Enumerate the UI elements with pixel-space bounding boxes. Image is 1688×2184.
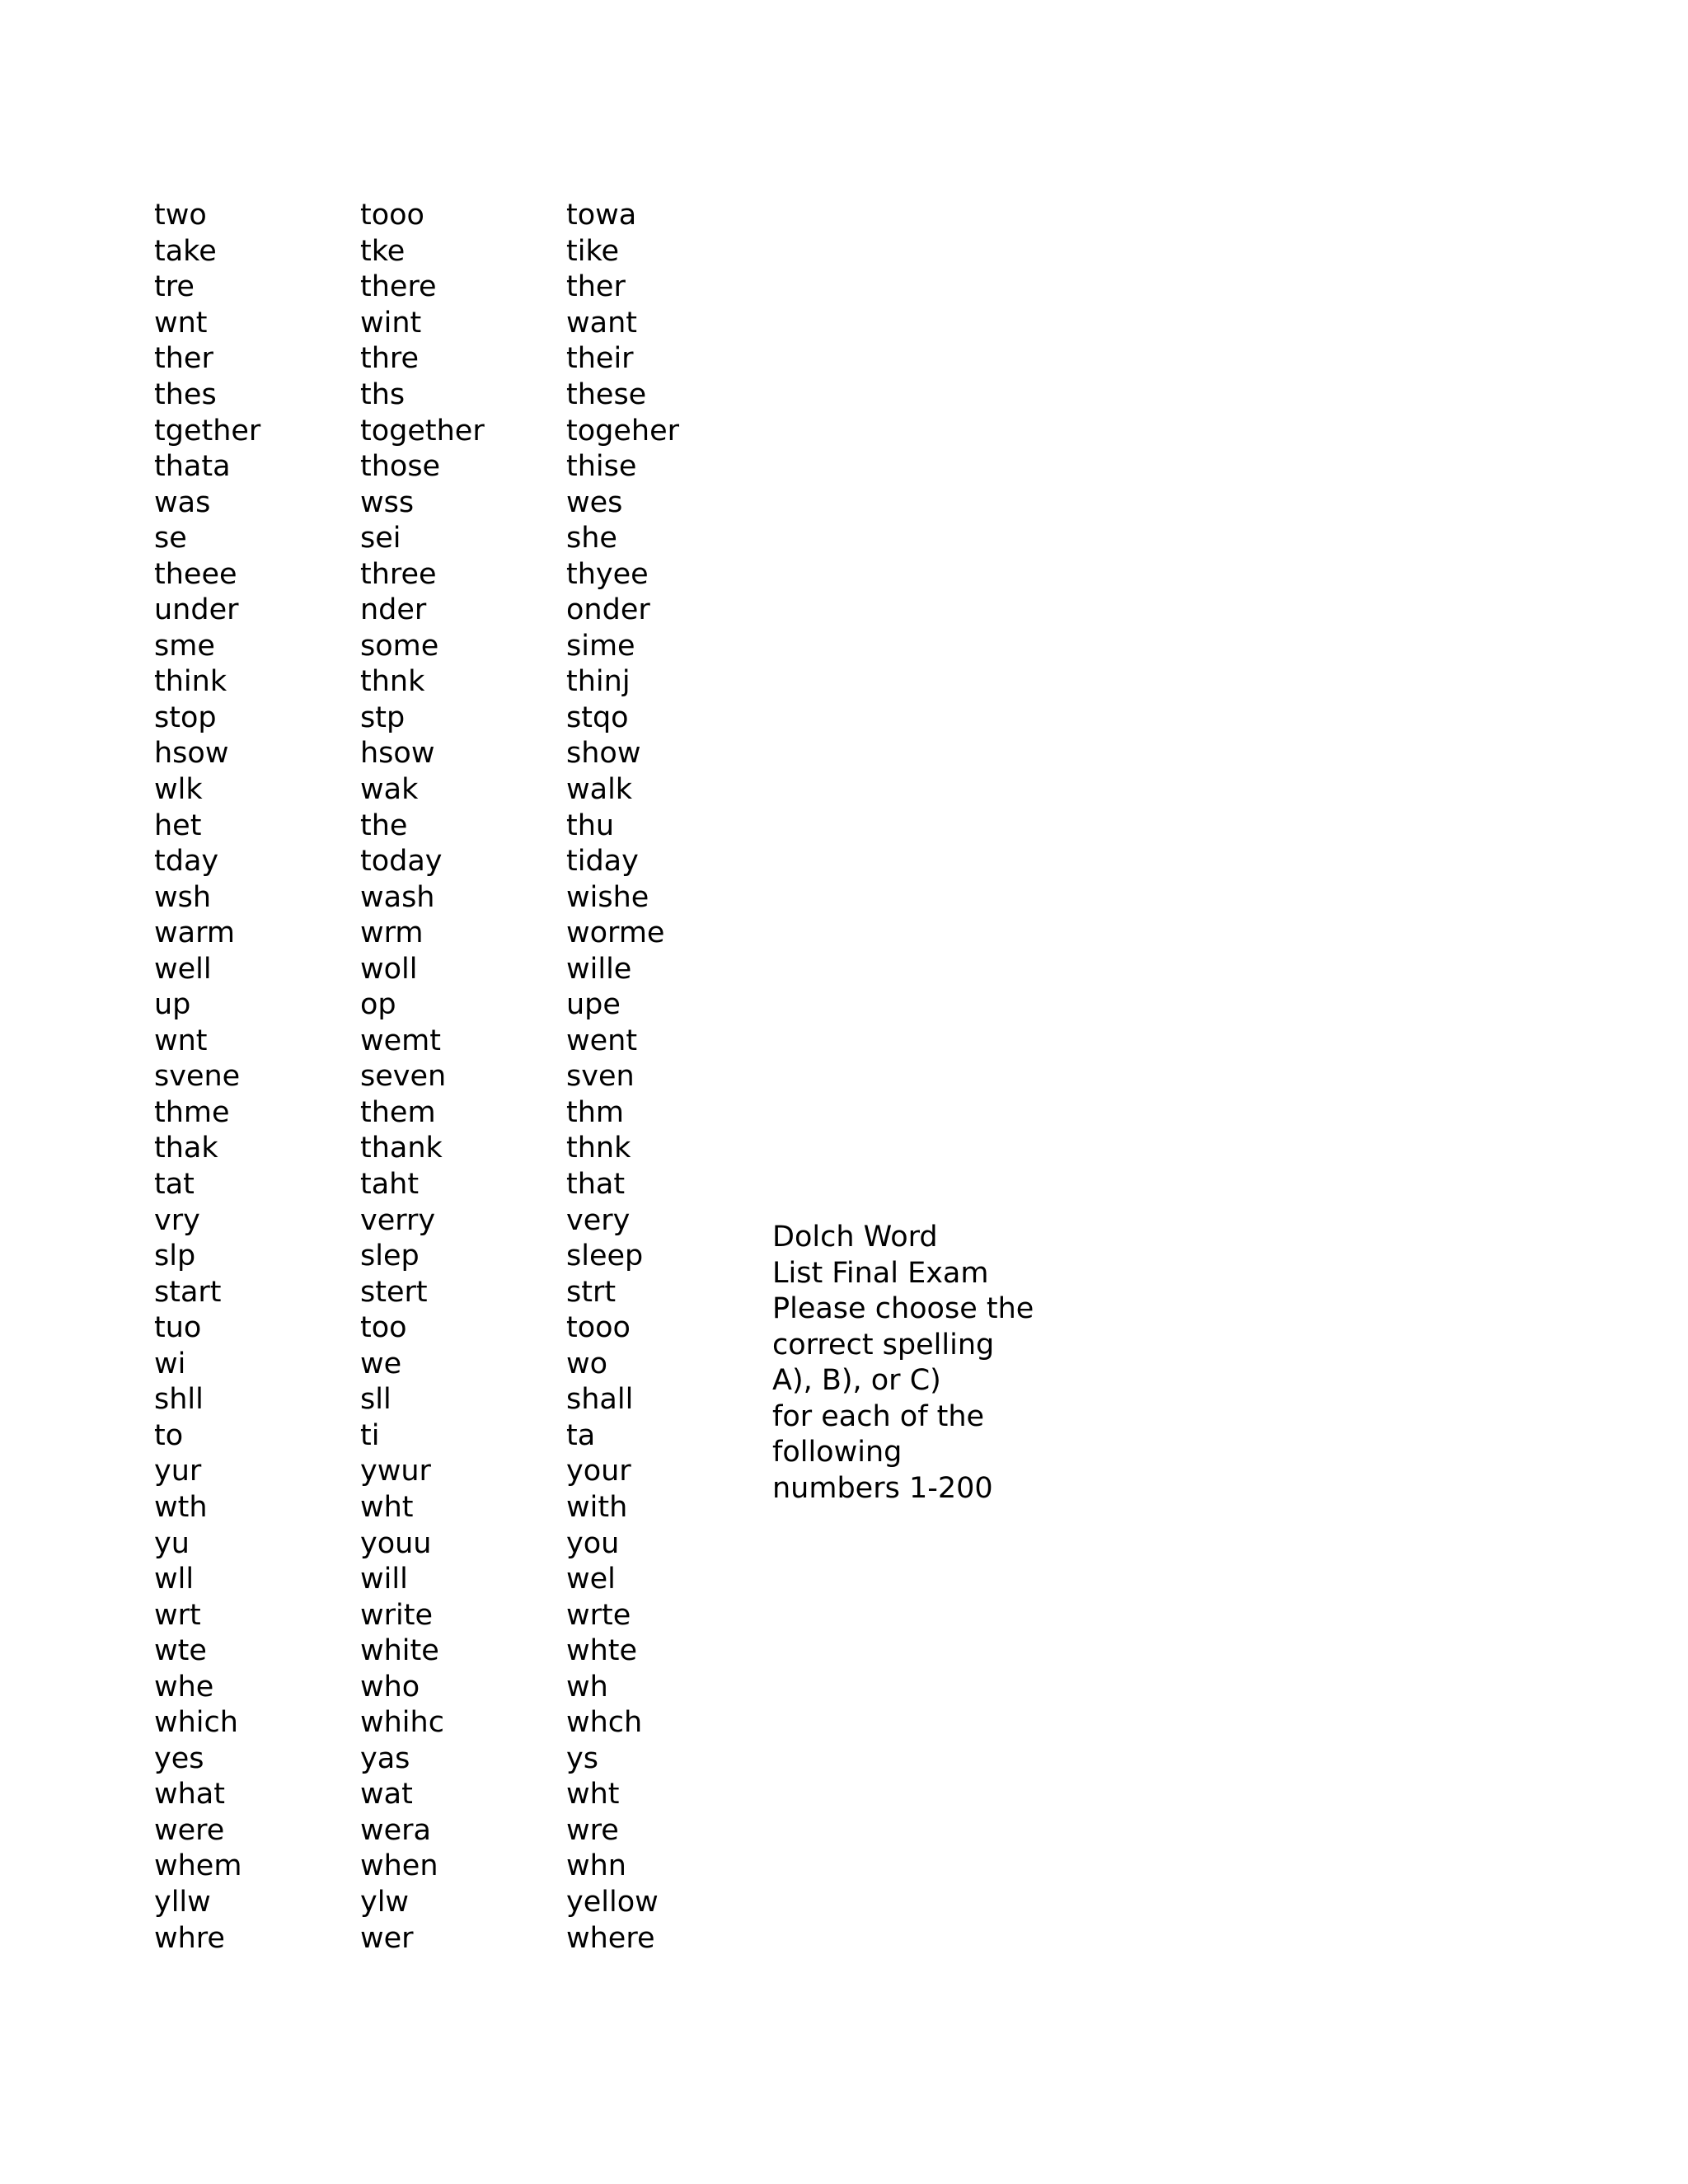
word-option-c: walk [566, 773, 633, 807]
word-row [154, 1347, 772, 1383]
word-option-a: hsow [154, 737, 229, 771]
word-row [154, 664, 772, 701]
word-row [154, 198, 772, 234]
word-option-c: tooo [566, 1311, 631, 1345]
word-row [154, 1202, 772, 1239]
word-option-a: start [154, 1275, 222, 1309]
word-option-c: wishe [566, 880, 649, 914]
word-option-a: vry [154, 1203, 200, 1237]
word-option-c: ys [566, 1741, 598, 1775]
word-option-a: to [154, 1418, 184, 1452]
word-option-a: slp [154, 1240, 196, 1273]
word-option-a: het [154, 808, 202, 842]
word-row [154, 1239, 772, 1275]
word-option-b: them [360, 1095, 436, 1129]
word-row [154, 1310, 772, 1347]
word-option-c: sleep [566, 1240, 644, 1273]
word-option-a: tre [154, 270, 195, 304]
word-option-b: sei [360, 522, 401, 555]
word-option-b: when [360, 1849, 438, 1883]
word-option-b: youu [360, 1526, 432, 1560]
word-option-b: wrm [360, 916, 424, 950]
word-option-a: stop [154, 701, 217, 734]
word-option-c: ta [566, 1418, 596, 1452]
word-row [154, 1167, 772, 1203]
word-option-c: she [566, 522, 617, 555]
word-option-b: some [360, 629, 439, 663]
word-option-c: tike [566, 234, 620, 268]
word-option-b: verry [360, 1203, 436, 1237]
word-option-a: whem [154, 1849, 242, 1883]
word-row [154, 1382, 772, 1418]
word-option-c: wes [566, 485, 623, 519]
word-row [154, 1885, 772, 1921]
word-option-a: two [154, 199, 207, 232]
word-option-b: today [360, 845, 443, 879]
word-row [154, 1741, 772, 1778]
word-option-b: seven [360, 1060, 447, 1094]
word-row [154, 1490, 772, 1526]
word-option-a: warm [154, 916, 235, 950]
word-row [154, 1454, 772, 1490]
word-option-b: we [360, 1347, 402, 1380]
word-row [154, 1024, 772, 1060]
word-option-b: wht [360, 1490, 414, 1524]
word-option-b: the [360, 808, 408, 842]
word-option-a: theee [154, 557, 237, 591]
word-option-c: strt [566, 1275, 617, 1309]
word-option-b: thre [360, 342, 420, 376]
word-row [154, 306, 772, 342]
word-option-c: whn [566, 1849, 626, 1883]
word-option-b: ylw [360, 1885, 410, 1919]
word-option-a: wi [154, 1347, 186, 1380]
word-option-b: write [360, 1598, 433, 1632]
word-option-c: sime [566, 629, 635, 663]
word-option-b: wash [360, 880, 435, 914]
word-option-a: which [154, 1706, 238, 1740]
word-row [154, 413, 772, 449]
word-option-a: yur [154, 1455, 202, 1488]
word-option-b: woll [360, 952, 418, 986]
word-option-c: wrte [566, 1598, 631, 1632]
word-option-b: wera [360, 1813, 431, 1847]
instruction-line: correct spelling [772, 1328, 995, 1361]
word-option-c: thu [566, 808, 615, 842]
word-option-a: svene [154, 1060, 241, 1094]
word-row [154, 916, 772, 952]
word-row [154, 772, 772, 808]
word-row [154, 1813, 772, 1849]
word-option-c: wille [566, 952, 632, 986]
word-option-a: up [154, 988, 191, 1022]
word-row [154, 1597, 772, 1633]
word-option-a: thata [154, 450, 231, 484]
word-option-a: think [154, 665, 227, 699]
word-row [154, 1274, 772, 1310]
word-option-b: taht [360, 1168, 420, 1202]
word-option-c: yellow [566, 1885, 659, 1919]
word-option-c: wo [566, 1347, 608, 1380]
word-option-b: yas [360, 1741, 410, 1775]
word-option-a: tday [154, 845, 219, 879]
instruction-line: Dolch Word [772, 1221, 938, 1254]
word-option-b: will [360, 1563, 408, 1596]
word-option-c: shall [566, 1383, 634, 1417]
word-option-c: wre [566, 1813, 619, 1847]
word-option-c: with [566, 1490, 628, 1524]
word-option-a: were [154, 1813, 225, 1847]
word-option-c: your [566, 1455, 631, 1488]
word-option-c: thise [566, 450, 637, 484]
word-option-b: ths [360, 378, 406, 411]
word-option-b: together [360, 414, 485, 448]
word-row [154, 1669, 772, 1705]
spelling-word-table [154, 198, 772, 1957]
word-row [154, 951, 772, 987]
word-option-c: where [566, 1921, 655, 1955]
word-option-c: very [566, 1203, 631, 1237]
word-option-a: wnt [154, 1024, 208, 1057]
word-option-a: under [154, 593, 239, 627]
word-row [154, 1131, 772, 1167]
word-option-b: white [360, 1634, 439, 1668]
word-option-c: ther [566, 270, 626, 304]
word-option-b: sll [360, 1383, 392, 1417]
word-option-a: tgether [154, 414, 261, 448]
word-option-a: wlk [154, 773, 203, 807]
word-option-b: those [360, 450, 441, 484]
word-option-a: wrt [154, 1598, 201, 1632]
word-option-a: wth [154, 1490, 208, 1524]
word-option-b: op [360, 988, 396, 1022]
word-row [154, 1562, 772, 1598]
word-row [154, 1705, 772, 1741]
word-option-c: that [566, 1168, 626, 1202]
word-option-c: show [566, 737, 641, 771]
word-option-c: worme [566, 916, 665, 950]
word-row [154, 808, 772, 844]
word-option-c: went [566, 1024, 638, 1057]
word-row [154, 556, 772, 593]
word-option-c: tiday [566, 845, 639, 879]
word-option-c: their [566, 342, 634, 376]
word-option-a: whre [154, 1921, 225, 1955]
word-row [154, 701, 772, 737]
word-option-b: tooo [360, 199, 424, 232]
word-option-b: whihc [360, 1706, 444, 1740]
word-row [154, 1059, 772, 1095]
word-row [154, 521, 772, 557]
word-option-b: three [360, 557, 437, 591]
word-option-c: thnk [566, 1132, 631, 1165]
word-option-a: yllw [154, 1885, 211, 1919]
word-option-c: upe [566, 988, 621, 1022]
word-option-c: these [566, 378, 647, 411]
word-option-c: whch [566, 1706, 643, 1740]
word-option-a: sme [154, 629, 215, 663]
word-option-c: togeher [566, 414, 679, 448]
word-option-a: thes [154, 378, 217, 411]
instruction-line: Please choose the [772, 1292, 1034, 1326]
instruction-line: following [772, 1436, 903, 1469]
word-row [154, 629, 772, 665]
word-option-a: thme [154, 1095, 230, 1129]
word-row [154, 1095, 772, 1132]
instruction-line: numbers 1-200 [772, 1471, 993, 1505]
word-option-a: what [154, 1778, 225, 1811]
word-option-b: ti [360, 1418, 380, 1452]
exam-instructions [772, 1220, 1036, 1507]
word-row [154, 449, 772, 485]
word-option-c: wh [566, 1670, 608, 1704]
word-option-c: whte [566, 1634, 638, 1668]
word-row [154, 485, 772, 521]
word-option-a: was [154, 485, 211, 519]
word-option-a: tuo [154, 1311, 202, 1345]
word-row [154, 1418, 772, 1455]
word-option-c: onder [566, 593, 650, 627]
word-option-b: wat [360, 1778, 413, 1811]
word-option-b: wak [360, 773, 419, 807]
word-option-a: tat [154, 1168, 195, 1202]
word-option-a: wsh [154, 880, 212, 914]
instruction-line: List Final Exam [772, 1256, 989, 1290]
word-option-a: wnt [154, 306, 208, 340]
word-row [154, 1920, 772, 1957]
word-option-a: yu [154, 1526, 190, 1560]
word-row [154, 234, 772, 270]
word-row [154, 1849, 772, 1885]
word-option-b: too [360, 1311, 407, 1345]
word-option-b: who [360, 1670, 420, 1704]
word-option-a: thak [154, 1132, 218, 1165]
word-row [154, 1777, 772, 1813]
word-option-b: wint [360, 306, 422, 340]
word-row [154, 1633, 772, 1670]
word-option-c: thm [566, 1095, 624, 1129]
word-option-c: towa [566, 199, 637, 232]
word-option-a: shll [154, 1383, 204, 1417]
word-option-a: wte [154, 1634, 207, 1668]
word-option-b: wer [360, 1921, 414, 1955]
word-option-c: wel [566, 1563, 616, 1596]
word-option-b: hsow [360, 737, 435, 771]
word-option-c: you [566, 1526, 620, 1560]
word-option-b: thank [360, 1132, 443, 1165]
word-row [154, 1526, 772, 1562]
word-row [154, 377, 772, 414]
word-option-c: wht [566, 1778, 620, 1811]
word-option-a: take [154, 234, 217, 268]
word-option-c: thyee [566, 557, 649, 591]
word-option-b: tke [360, 234, 406, 268]
instruction-line: A), B), or C) [772, 1364, 941, 1398]
word-option-b: stert [360, 1275, 428, 1309]
word-row [154, 879, 772, 916]
word-row [154, 341, 772, 377]
word-option-c: want [566, 306, 637, 340]
word-option-b: thnk [360, 665, 425, 699]
word-row [154, 736, 772, 772]
word-option-a: wll [154, 1563, 195, 1596]
word-option-b: ywur [360, 1455, 431, 1488]
word-option-b: wss [360, 485, 415, 519]
word-option-a: whe [154, 1670, 214, 1704]
instruction-line: for each of the [772, 1399, 985, 1433]
word-option-b: there [360, 270, 437, 304]
word-option-a: se [154, 522, 187, 555]
word-option-a: ther [154, 342, 213, 376]
word-option-a: well [154, 952, 212, 986]
word-option-c: stqo [566, 701, 629, 734]
word-option-b: stp [360, 701, 406, 734]
word-option-b: wemt [360, 1024, 441, 1057]
word-row [154, 269, 772, 306]
word-row [154, 987, 772, 1024]
word-option-b: slep [360, 1240, 420, 1273]
word-row [154, 593, 772, 629]
word-row [154, 844, 772, 880]
word-option-c: thinj [566, 665, 631, 699]
word-option-a: yes [154, 1741, 204, 1775]
word-option-b: nder [360, 593, 427, 627]
word-option-c: sven [566, 1060, 635, 1094]
